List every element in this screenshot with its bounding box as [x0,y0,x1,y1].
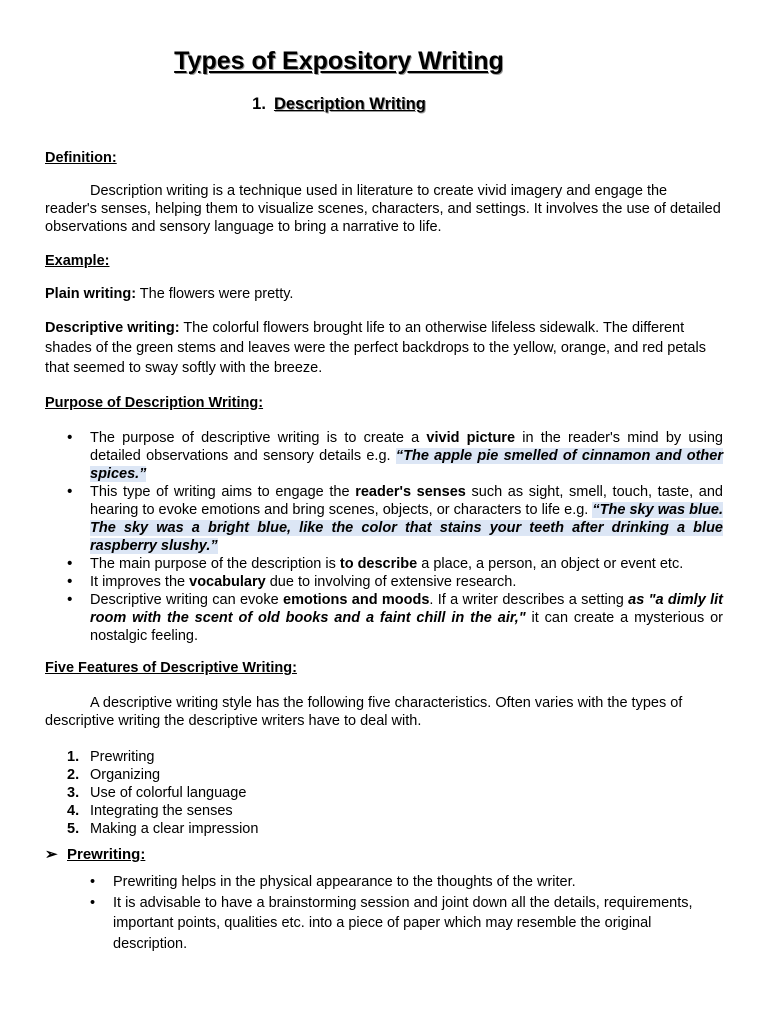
subtitle-text: Description Writing [273,95,426,113]
feature-item: 2. Organizing [67,767,161,783]
example-heading: Example: [45,253,110,269]
bullet-icon: • [67,592,73,608]
prewriting-item-2: • It is advisable to have a brainstorming session and joint down all the details, requirements, important points, qualities etc. into a piece of paper which may resemble the original description. [90,894,693,952]
purpose-heading: Purpose of Description Writing: [45,395,264,411]
bullet-icon: • [67,574,73,590]
purpose-list [45,429,723,645]
document-title: Types of Expository Writing [174,47,504,75]
prewriting-heading: Prewriting: [67,846,146,863]
purpose-item-4: • It improves the vocabulary due to involving of extensive research. [67,574,517,590]
descriptive-writing-text: The colorful flowers brought life to an otherwise lifeless sidewalk. The different shades of the green stems and leaves were the perfect backdrops to the yellow, orange, and red petals that seemed to sway softly with the breeze. [45,320,706,376]
purpose-item-1: • The purpose of descriptive writing is to create a vivid picture in the reader's mind by using detailed observations and sensory details e.g. “The apple pie smelled of cinnamon and other spices.” [67,430,723,482]
feature-item: 4. Integrating the senses [67,803,233,819]
features-intro: A descriptive writing style has the following five characteristics. Often varies with the types of descriptive writing the descriptive writers have to deal with. [45,695,683,729]
features-list [45,748,723,838]
section-subtitle [0,94,678,114]
purpose-item-3: • The main purpose of the description is to describe a place, a person, an object or event etc. [67,556,684,572]
purpose-item-5: • Descriptive writing can evoke emotions and moods. If a writer describes a setting as "a dimly lit room with the scent of old books and a faint chill in the air," it can create a mysterious or nostalgic feeling. [67,592,723,644]
definition-text: Description writing is a technique used in literature to create vivid imagery and engage the reader's senses, helping them to visualize scenes, characters, and settings. It involves the use of detailed observations and sensory language to bring a narrative to life. [45,183,721,235]
plain-writing-label: Plain writing: [45,286,137,302]
prewriting-heading-row [45,846,145,864]
bullet-icon: • [90,894,96,911]
prewriting-item-1: • Prewriting helps in the physical appearance to the thoughts of the writer. [90,872,723,893]
definition-heading: Definition: [45,150,117,166]
feature-item: 1. Prewriting [67,749,155,765]
descriptive-writing-example [45,318,723,378]
highlighted-quote: “The apple pie smelled of cinnamon and other spices [90,448,723,482]
bullet-icon: • [67,430,73,446]
feature-item: 5. Making a clear impression [67,821,259,837]
highlighted-quote: “The sky was blue. The sky was a bright blue, like the color that stains your teeth after drinking a blue raspberry slushy.” [90,502,723,554]
feature-item: 3. Use of colorful language [67,785,247,801]
features-heading: Five Features of Descriptive Writing: [45,660,297,676]
prewriting-list [90,872,723,954]
purpose-item-2: • This type of writing aims to engage the reader's senses such as sight, smell, touch, taste, and hearing to evoke emotions and bring scenes, objects, or characters to life e.g. “The sky was blue. The sky was a bright blue, like the color that stains your teeth after drinking a blue raspberry slushy.” [67,484,723,554]
bullet-icon: • [90,874,96,890]
arrow-bullet-icon: ➢ [45,846,58,863]
plain-writing-example [45,285,723,303]
subtitle-number: 1. [252,95,266,113]
bullet-icon: • [67,556,73,572]
descriptive-writing-label: Descriptive writing: [45,320,180,336]
bullet-icon: • [67,484,73,500]
plain-writing-text: The flowers were pretty. [136,286,294,302]
